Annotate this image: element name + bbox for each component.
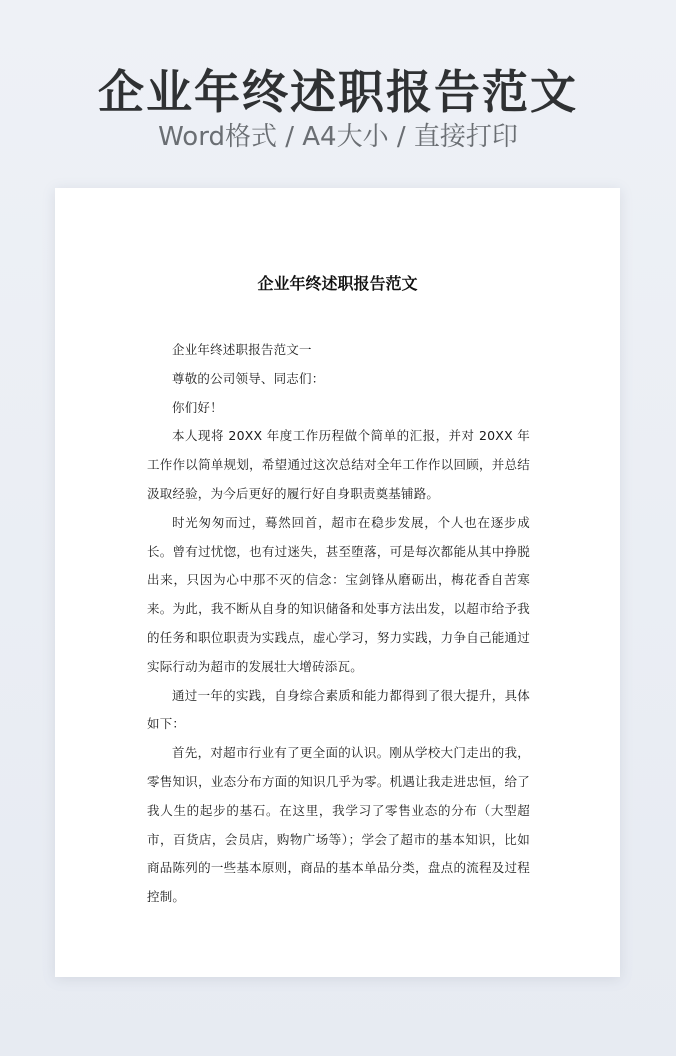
page-subtitle: Word格式 / A4大小 / 直接打印 [158, 122, 518, 152]
document-page [55, 188, 620, 977]
document-body [147, 336, 530, 912]
document-paragraph: 时光匆匆而过，蓦然回首，超市在稳步发展，个人也在逐步成长。曾有过忧惚，也有过迷失，甚至堕落，可是每次都能从其中挣脱出来，只因为心中那不灭的信念：宝剑锋从磨砺出，梅花香自苦寒来。为此，我不断从自身的知识储备和处事方法出发，以超市给予我的任务和职位职责为实践点，虚心学习，努力实践，力争自己能通过实际行动为超市的发展壮大增砖添瓦。 [147, 514, 530, 674]
page-title: 企业年终述职报告范文 [98, 65, 578, 119]
document-paragraph: 本人现将 20XX 年度工作历程做个简单的汇报，并对 20XX 年工作作以简单规划，希望通过这次总结对全年工作作以回顾，并总结汲取经验，为今后更好的履行好自身职责奠基铺路。 [147, 428, 530, 501]
document-paragraph: 尊敬的公司领导、同志们： [172, 370, 325, 386]
document-paragraph: 通过一年的实践，自身综合素质和能力都得到了很大提升，具体如下： [147, 687, 530, 732]
document-title: 企业年终述职报告范文 [257, 274, 418, 293]
document-paragraph: 你们好！ [172, 399, 223, 415]
document-paragraph: 企业年终述职报告范文一 [172, 342, 312, 357]
document-paragraph: 首先，对超市行业有了更全面的认识。刚从学校大门走出的我，零售知识，业态分布方面的知识几乎为零。机遇让我走进忠恒，给了我人生的起步的基石。在这里，我学习了零售业态的分布（大型超市，百货店，会员店，购物广场等）；学会了超市的基本知识，比如商品陈列的一些基本原则，商品的基本单品分类，盘点的流程及过程控制。 [147, 745, 530, 905]
